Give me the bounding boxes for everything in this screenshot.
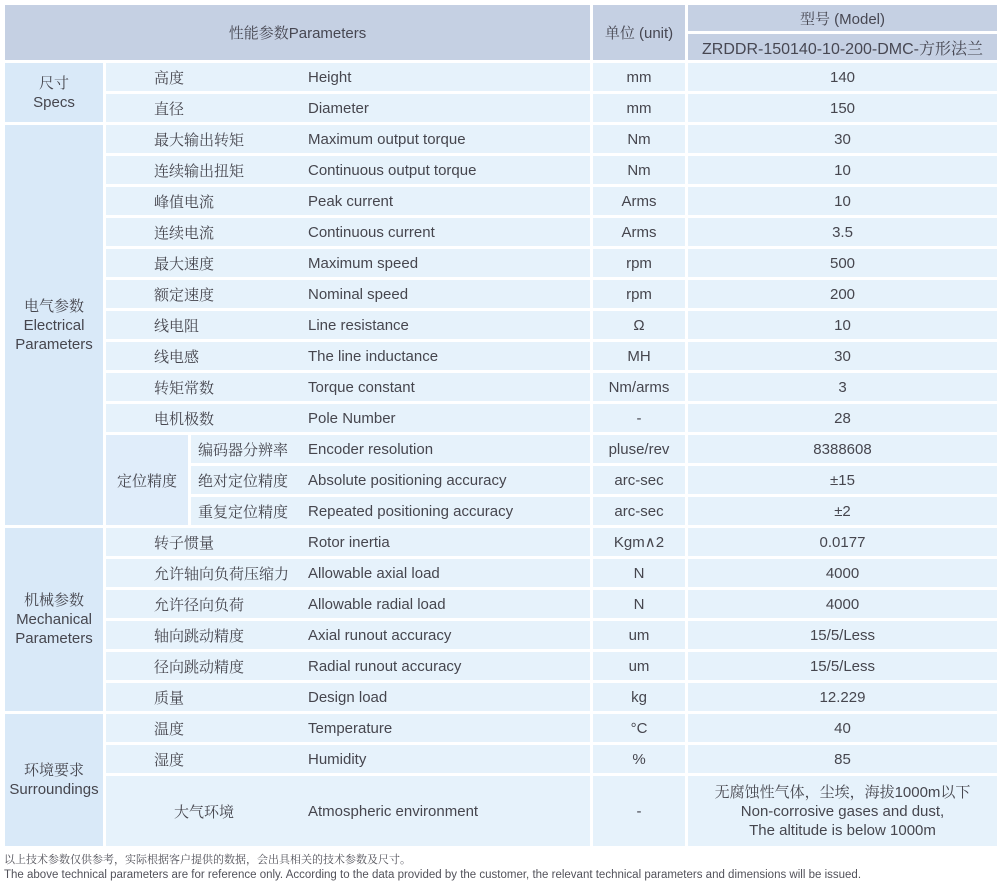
param-name-en: Encoder resolution <box>308 440 434 458</box>
spec-row <box>5 218 997 246</box>
model-header: 型号 (Model) <box>688 5 997 31</box>
param-label-cell <box>106 218 590 246</box>
param-name-en: Allowable axial load <box>308 564 440 582</box>
spec-row <box>5 621 997 649</box>
param-label-cell <box>106 776 590 846</box>
unit-cell: rpm <box>593 280 685 308</box>
footnote-en: The above technical parameters are for reference only. According to the data provided by the customer, the relevant technical parameters and dimensions will be issued. <box>4 869 862 881</box>
value-cell: 0.0177 <box>688 528 997 556</box>
param-name-cn: 质量 <box>154 689 185 707</box>
param-label-cell <box>191 466 590 494</box>
param-label-cell <box>106 311 590 339</box>
unit-cell: Nm <box>593 125 685 153</box>
spec-row <box>5 652 997 680</box>
spec-row <box>5 559 997 587</box>
unit-cell: MH <box>593 342 685 370</box>
param-name-cn: 允许径向负荷 <box>154 596 245 614</box>
value-cell: 500 <box>688 249 997 277</box>
unit-cell: - <box>593 404 685 432</box>
param-label-cell <box>106 404 590 432</box>
param-name-en: Radial runout accuracy <box>308 657 462 675</box>
value-cell: ±15 <box>688 466 997 494</box>
param-name-cn: 线电感 <box>154 348 200 366</box>
param-name-cn: 重复定位精度 <box>198 503 289 521</box>
footnote-cn: 以上技术参数仅供参考，实际根据客户提供的数据，会出具相关的技术参数及尺寸。 <box>4 854 411 866</box>
group-label-en: Parameters <box>15 630 93 647</box>
param-label-cell <box>106 714 590 742</box>
param-name-en: Continuous output torque <box>308 161 477 179</box>
value-cell: 12.229 <box>688 683 997 711</box>
param-name-cn: 温度 <box>154 720 185 738</box>
unit-cell: Nm/arms <box>593 373 685 401</box>
param-label-cell <box>106 590 590 618</box>
value-cell: 85 <box>688 745 997 773</box>
param-label-cell <box>106 745 590 773</box>
param-name-cn: 编码器分辨率 <box>198 441 289 459</box>
param-name-en: Continuous current <box>308 223 435 241</box>
param-name-cn: 湿度 <box>154 751 185 769</box>
param-name-cn: 最大速度 <box>154 255 215 273</box>
unit-cell: um <box>593 621 685 649</box>
param-label-cell <box>106 559 590 587</box>
param-name-en: Torque constant <box>308 378 415 396</box>
spec-row <box>5 249 997 277</box>
param-label-cell <box>106 156 590 184</box>
value-cell: 140 <box>688 63 997 91</box>
value-cell: 10 <box>688 187 997 215</box>
value-cell <box>688 776 997 846</box>
param-name-cn: 转矩常数 <box>154 379 215 397</box>
value-cell: 200 <box>688 280 997 308</box>
unit-cell: % <box>593 745 685 773</box>
group-label-en: Specs <box>33 93 75 111</box>
param-label-cell <box>106 187 590 215</box>
group-label-en: Electrical <box>23 316 85 334</box>
spec-row <box>5 435 997 463</box>
value-cell: 15/5/Less <box>688 652 997 680</box>
params-header: 性能参数Parameters <box>5 5 590 60</box>
param-label-cell <box>106 63 590 91</box>
param-label-cell <box>106 342 590 370</box>
value-line: Non-corrosive gases and dust, <box>740 802 945 820</box>
param-name-cn: 允许轴向负荷压缩力 <box>154 565 290 583</box>
param-name-en: Rotor inertia <box>308 533 390 551</box>
spec-row <box>5 745 997 773</box>
param-name-en: Temperature <box>308 719 393 737</box>
param-name-en: Height <box>308 68 352 86</box>
unit-cell: °C <box>593 714 685 742</box>
param-label-cell <box>106 249 590 277</box>
param-name-cn: 轴向跳动精度 <box>154 627 245 645</box>
value-cell: 150 <box>688 94 997 122</box>
unit-cell: Arms <box>593 218 685 246</box>
param-label-cell <box>106 94 590 122</box>
spec-row <box>5 94 997 122</box>
param-name-cn: 转子惯量 <box>154 534 215 552</box>
spec-row <box>5 528 997 556</box>
param-name-cn: 额定速度 <box>154 286 215 304</box>
param-name-en: Axial runout accuracy <box>308 626 452 644</box>
param-name-cn: 大气环境 <box>174 803 235 821</box>
param-name-en: Diameter <box>308 99 369 117</box>
param-name-en: Atmospheric environment <box>308 802 479 820</box>
param-name-cn: 连续电流 <box>154 224 215 242</box>
spec-row <box>5 187 997 215</box>
unit-cell: Arms <box>593 187 685 215</box>
spec-table <box>2 2 1000 849</box>
param-name-en: Humidity <box>308 750 367 768</box>
subgroup-cell-positioning: 定位精度 <box>106 435 188 525</box>
group-cell-surroundings <box>5 714 103 846</box>
value-cell: 28 <box>688 404 997 432</box>
model-value: ZRDDR-150140-10-200-DMC-方形法兰 <box>688 34 997 60</box>
spec-row <box>5 280 997 308</box>
group-label-cn: 机械参数 <box>23 592 84 609</box>
spec-row <box>5 404 997 432</box>
param-name-cn: 最大输出转矩 <box>154 131 245 149</box>
param-label-cell <box>191 435 590 463</box>
param-name-cn: 径向跳动精度 <box>154 658 245 676</box>
unit-cell: Ω <box>593 311 685 339</box>
value-cell: 3.5 <box>688 218 997 246</box>
param-label-cell <box>106 373 590 401</box>
unit-cell: pluse/rev <box>593 435 685 463</box>
param-label-cell <box>106 683 590 711</box>
group-label-cn: 环境要求 <box>23 762 84 779</box>
param-label-cell <box>106 125 590 153</box>
header-row-1 <box>5 5 997 31</box>
spec-row <box>5 683 997 711</box>
unit-cell: rpm <box>593 249 685 277</box>
spec-row <box>5 156 997 184</box>
param-name-en: Line resistance <box>308 316 409 334</box>
group-cell-specs <box>5 63 103 122</box>
param-label-cell <box>106 528 590 556</box>
group-cell-mechanical <box>5 528 103 711</box>
group-label-en: Mechanical <box>16 611 92 628</box>
unit-cell: mm <box>593 63 685 91</box>
group-label-en: Surroundings <box>9 781 99 798</box>
unit-cell: - <box>593 776 685 846</box>
param-name-en: Maximum speed <box>308 254 419 272</box>
param-name-cn: 峰值电流 <box>154 193 215 211</box>
spec-row <box>5 125 997 153</box>
value-cell: 30 <box>688 125 997 153</box>
spec-row <box>5 63 997 91</box>
unit-cell: mm <box>593 94 685 122</box>
param-name-en: Maximum output torque <box>308 130 466 148</box>
value-cell: 10 <box>688 311 997 339</box>
spec-row <box>5 342 997 370</box>
param-name-en: Peak current <box>308 192 394 210</box>
group-cell-electrical <box>5 125 103 525</box>
param-name-cn: 绝对定位精度 <box>198 472 289 490</box>
value-cell: 4000 <box>688 590 997 618</box>
value-cell: 8388608 <box>688 435 997 463</box>
footnote <box>4 853 1000 883</box>
param-name-en: The line inductance <box>308 347 439 365</box>
param-name-en: Design load <box>308 688 388 706</box>
value-cell: 4000 <box>688 559 997 587</box>
param-name-cn: 直径 <box>154 100 185 118</box>
unit-cell: Nm <box>593 156 685 184</box>
spec-row <box>5 776 997 846</box>
value-cell: 3 <box>688 373 997 401</box>
value-cell: 30 <box>688 342 997 370</box>
spec-row <box>5 373 997 401</box>
param-name-cn: 高度 <box>154 69 185 87</box>
unit-header: 单位 (unit) <box>593 5 685 60</box>
unit-cell: kg <box>593 683 685 711</box>
unit-cell: arc-sec <box>593 497 685 525</box>
group-label-en: Parameters <box>15 335 93 353</box>
param-name-en: Absolute positioning accuracy <box>308 471 507 489</box>
param-name-cn: 连续输出扭矩 <box>154 162 245 180</box>
value-line: The altitude is below 1000m <box>749 821 936 839</box>
param-name-cn: 线电阻 <box>154 317 200 335</box>
param-name-cn: 电机极数 <box>154 410 215 428</box>
unit-cell: arc-sec <box>593 466 685 494</box>
value-line: 无腐蚀性气体，尘埃，海拔1000m以下 <box>714 783 971 801</box>
param-name-en: Pole Number <box>308 409 396 427</box>
value-cell: ±2 <box>688 497 997 525</box>
group-label-cn: 电气参数 <box>23 297 84 315</box>
param-label-cell <box>106 621 590 649</box>
param-name-en: Allowable radial load <box>308 595 446 613</box>
value-cell: 15/5/Less <box>688 621 997 649</box>
group-label-cn: 尺寸 <box>38 74 69 92</box>
value-cell: 10 <box>688 156 997 184</box>
unit-cell: N <box>593 559 685 587</box>
param-name-en: Repeated positioning accuracy <box>308 502 514 520</box>
spec-row <box>5 714 997 742</box>
spec-row <box>5 311 997 339</box>
param-label-cell <box>106 652 590 680</box>
param-name-en: Nominal speed <box>308 285 409 303</box>
spec-row <box>5 590 997 618</box>
unit-cell: Kgm∧2 <box>593 528 685 556</box>
value-cell: 40 <box>688 714 997 742</box>
param-label-cell <box>106 280 590 308</box>
unit-cell: um <box>593 652 685 680</box>
unit-cell: N <box>593 590 685 618</box>
param-label-cell <box>191 497 590 525</box>
